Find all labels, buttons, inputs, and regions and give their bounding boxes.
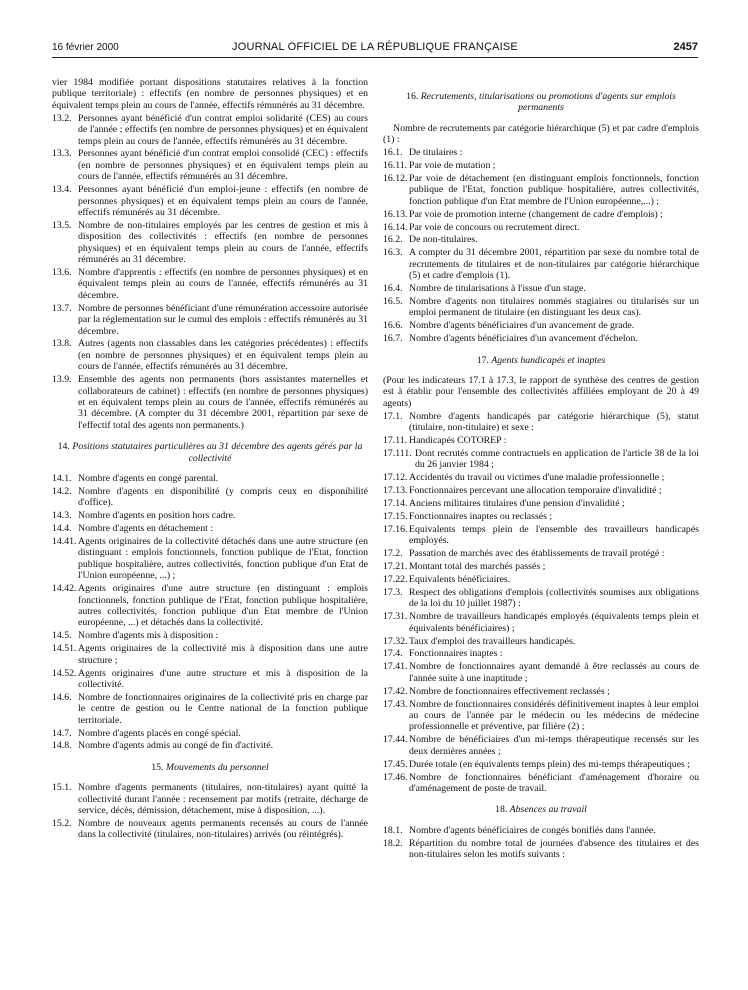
item-number: 13.6. [52,267,72,278]
list-items-15 [52,782,368,841]
item-text: Nombre de travailleurs handicapés employés (équivalents temps plein et équivalents bénéficiaires) ; [409,611,699,634]
item-number: 17.42. [383,685,408,697]
item-number: 13.4. [52,184,72,196]
item-text: Nombre de titularisations à l'issue d'un stage. [409,283,586,295]
item-number: 13.8. [52,338,72,350]
lead-paragraph: vier 1984 modifiée portant dispositions statutaires relatives à la fonction publique territoriale) : effectifs (en nombre de personnes physiques) et en équivalent temps plein au cours de l'année, effectifs rémunérés au 31 décembre. [52,77,368,111]
list-item [52,583,368,629]
list-item [52,338,368,372]
item-number: 13.2. [52,112,72,124]
item-number: 17.46. [383,771,408,783]
list-item [383,648,699,659]
item-number: 16.14. [383,221,408,233]
list-item [383,548,699,559]
list-item [383,838,699,861]
item-number: 17.21. [383,561,408,573]
list-item [383,222,699,233]
item-text: Nombre d'agents bénéficiaires d'un avancement de grade. [409,320,635,332]
item-number: 17.3. [383,586,403,598]
item-text: Nombre de fonctionnaires originaires de la collectivité pris en charge par le centre de gestion ou le Centre national de la fonction publique territoriale. [78,691,368,726]
item-text: Nombre d'apprentis : effectifs (en nombre de personnes physiques) et en équivalent temps plein au cours de l'année, effectifs rémunérés au 31 décembre. [78,267,368,301]
list-item [383,772,699,795]
left-column [52,77,368,842]
item-text: De non-titulaires. [409,234,478,246]
item-number: 14.5. [52,630,72,642]
list-item [383,411,699,434]
item-text: Agents originaires de la collectivité détachés dans une autre structure (en distinguant : emplois fonctionnels, fonction publique de l'Etat, fonction publique hospitalière, autres collectivités, fonction publique d'un Etat de l'Union européenne, ...) ; [78,536,368,582]
list-item [52,303,368,337]
item-text: Nombre de fonctionnaires effectivement reclassés ; [409,685,610,697]
list-item [52,692,368,726]
item-number: 15.1. [52,782,72,794]
list-item [52,818,368,841]
list-item [383,247,699,281]
item-text: Autres (agents non classables dans les catégories précédentes) : effectifs (en nombre de personnes physiques) et en équivalent temps plein au cours de l'année, effectifs rémunérés au 31 décembre. [78,338,368,373]
item-number: 16.4. [383,283,403,295]
item-number: 17.2. [383,548,403,560]
item-text: Anciens militaires titulaires d'une pension d'invalidité ; [409,498,625,510]
item-number: 17.11. [383,435,408,447]
list-item [383,611,699,634]
item-text: Nombre de fonctionnaires considérés définitivement inaptes à leur emploi au cours de l'année par le médecin ou les médecins de médecine professionnelle et préventive, par filière (2) ; [409,698,700,733]
item-number: 17.31. [383,611,408,623]
list-item [383,173,699,207]
item-number: 17.44. [383,734,408,746]
list-item [383,561,699,572]
item-number: 17.43. [383,698,408,710]
right-column [383,77,699,862]
intro-paragraph-16: Nombre de recrutements par catégorie hiérarchique (5) et par cadre d'emplois (1) : [383,122,699,146]
item-number: 17.41. [383,661,408,673]
item-number: 16.1. [383,147,403,159]
item-number: 15.2. [52,817,72,829]
item-text: Fonctionnaires percevant une allocation temporaire d'invalidité ; [409,485,662,497]
item-number: 13.9. [52,374,72,386]
list-item [383,160,699,171]
item-text: Dont recrutés comme contractuels en application de l'article 38 de la loi du 26 janvier 1984 ; [415,447,699,471]
item-text: Répartition du nombre total de journées d'absence des titulaires et des non-titulaires selon les motifs suivants : [409,837,699,861]
item-number: 14.1. [52,473,72,484]
item-text: Equivalents bénéficiaires. [409,574,511,586]
item-text: Nombre de fonctionnaires bénéficiant d'aménagement d'horaire ou d'aménagement de poste de travail. [409,771,699,794]
item-number: 16.13. [383,208,408,220]
list-item [383,234,699,245]
list-item [383,574,699,585]
item-text: Ensemble des agents non permanents (hors assistantes maternelles et collaborateurs de cabinet) : effectifs (en nombre de personnes physiques) et en équivalent temps plein au cours de l'année, effectifs rémunérés au 31 décembre. (A compter du 31 décembre 2001, répartition par sexe de l'effectif total des agents non permanents.) [78,374,368,431]
section-number: 17. [476,354,489,366]
item-text: Fonctionnaires inaptes ou reclassés ; [409,511,553,522]
item-text: Nombre de bénéficiaires d'un mi-temps thérapeutique recensés sur les deux dernières années ; [409,734,699,757]
intro-paragraph-17: (Pour les indicateurs 17.1 à 17.3, le rapport de synthèse des centres de gestion est à établir pour l'ensemble des collectivités affiliées employant de 20 à 49 agents) [383,375,699,409]
list-item [52,148,368,182]
list-item [52,523,368,534]
item-number: 16.11. [383,160,408,172]
item-text: Equivalents temps plein de l'ensemble des travailleurs handicapés employés. [409,523,699,547]
item-number: 14.7. [52,727,72,739]
page-header [52,40,698,56]
item-text: Nombre de nouveaux agents permanents recensés au cours de l'année dans la collectivité (titulaires, non-titulaires) arrivés (ou réintégrés). [78,817,368,841]
list-item [383,825,699,836]
item-text: Nombre d'agents mis à disposition : [78,630,219,642]
item-number: 17.45. [383,758,408,770]
item-text: Personnes ayant bénéficié d'un emploi-jeune : effectifs (en nombre de personnes physiques) et en équivalent temps plein au cours de l'année, effectifs rémunérés au 31 décembre. [78,184,368,218]
item-text: Nombre d'agents en disponibilité (y compris ceux en disponibilité d'office). [78,485,368,509]
list-item [383,320,699,331]
item-text: Nombre d'agents bénéficiaires de congés bonifiés dans l'année. [409,824,656,836]
list-item [383,448,699,471]
list-item [52,184,368,218]
item-number: 17.14. [383,498,408,510]
list-item [383,498,699,509]
section-title: Recrutements, titularisations ou promotions d'agents sur emplois permanents [420,91,676,114]
list-item [52,643,368,666]
list-item [383,511,699,522]
list-item [383,661,699,684]
item-number: 17.32. [383,635,408,647]
list-item [52,374,368,431]
section-number: 18. [495,804,508,816]
page-number: 2457 [673,41,698,53]
item-text: Par voie de détachement (en distinguant emplois fonctionnels, fonction publique de l'Etat, fonction publique hospitalière, autres collectivités, fonction publique d'un Etat membre de l'Union européenne,...) ; [409,172,699,207]
item-text: Nombre d'agents handicapés par catégorie hiérarchique (5), statut (titulaire, non-titulaire) et sexe : [409,410,699,434]
item-number: 16.2. [383,234,403,246]
item-number: 17.12. [383,472,408,484]
item-number: 13.3. [52,148,72,160]
list-item [52,668,368,691]
section-heading-14 [52,441,368,464]
item-number: 14.42. [52,583,77,595]
item-text: Nombre d'agents en position hors cadre. [78,510,236,522]
item-text: Nombre d'agents permanents (titulaires, non-titulaires) ayant quitté la collectivité durant l'année : recensement par motifs (retraite, décharge de service, décès, démission, détachement, mise à disposition, ...). [78,782,368,817]
list-item [52,113,368,147]
list-item [52,740,368,751]
item-number: 17.4. [383,648,403,660]
item-number: 14.52. [52,667,77,679]
item-text: Nombre de personnes bénéficiant d'une rémunération accessoire autorisée par la réglementation sur le cumul des emplois : effectifs rémunérés au 31 décembre. [78,302,368,337]
list-item [52,782,368,816]
item-text: Respect des obligations d'emplois (collectivités soumises aux obligations de la loi du 10 juillet 1987) : [409,586,699,610]
item-text: Par voie de concours ou recrutement direct. [409,221,580,233]
list-item [383,587,699,610]
section-heading-18 [383,804,699,815]
item-number: 14.41. [52,536,77,548]
list-item [383,472,699,483]
section-title: Absences au travail [509,804,587,816]
list-item [383,686,699,697]
item-text: Nombre d'agents en détachement : [78,523,214,535]
item-text: Nombre d'agents en congé parental. [78,473,219,484]
item-number: 14.8. [52,740,72,752]
list-item [383,524,699,547]
item-text: Nombre d'agents bénéficiaires d'un avancement d'échelon. [409,333,638,345]
list-item [383,209,699,220]
item-text: De titulaires : [409,147,463,159]
list-item [52,630,368,641]
item-text: Agents originaires de la collectivité mis à disposition dans une autre structure ; [78,643,368,666]
header-rule [52,57,698,58]
item-text: Agents originaires d'une autre structure (en distinguant : emplois fonctionnels, fonction publique de l'Etat, fonction publique hospitalière, autres collectivités, fonction publique d'un Etat membre de l'Union européenne, ...) et détachés dans la collectivité. [78,583,368,629]
list-item [383,333,699,344]
list-item [52,473,368,484]
item-number: 14.3. [52,510,72,522]
section-number: 16. [406,91,419,102]
item-text: Taux d'emploi des travailleurs handicapés. [409,635,576,647]
item-number: 13.5. [52,219,72,231]
section-title: Positions statutaires particulières au 31 décembre des agents gérés par la collectivité [72,441,363,464]
list-item [383,759,699,770]
section-title: Agents handicapés et inaptes [491,354,606,366]
item-number: 16.5. [383,296,403,307]
list-item [52,536,368,582]
item-text: Nombre d'agents non titulaires nommés stagiaires ou titularisés sur un emploi permanent de titulaire (en distinguant les deux cas). [409,296,699,319]
list-item [52,267,368,301]
item-text: Accidentés du travail ou victimes d'une maladie professionnelle ; [409,472,665,484]
item-number: 14.6. [52,691,72,703]
list-item [383,636,699,647]
list-items-13 [52,113,368,431]
item-text: Durée totale (en équivalents temps plein) des mi-temps thérapeutiques ; [409,758,691,770]
item-number: 18.2. [383,837,403,849]
list-item [383,296,699,319]
list-items-14 [52,473,368,752]
item-number: 14.4. [52,523,72,535]
section-number: 14. [57,441,70,453]
item-number: 17.13. [383,485,408,497]
item-text: Montant total des marchés passés ; [409,561,546,573]
item-text: Passation de marchés avec des établissements de travail protégé : [409,548,665,560]
list-item [383,283,699,294]
item-number: 16.6. [383,320,403,332]
item-number: 17.111. [383,447,412,459]
item-number: 18.1. [383,824,403,836]
item-number: 14.2. [52,485,72,497]
list-items-16 [383,147,699,345]
item-text: Nombre d'agents placés en congé spécial. [78,727,241,739]
issue-date: 16 février 2000 [52,42,119,53]
item-text: Nombre d'agents admis au congé de fin d'activité. [78,740,274,752]
section-number: 15. [151,761,164,773]
list-item [383,485,699,496]
list-items-17 [383,411,699,795]
item-text: Nombre de fonctionnaires ayant demandé à être reclassés au cours de l'année suite à une inaptitude ; [409,661,699,684]
list-item [52,510,368,521]
list-item [52,486,368,509]
list-item [383,699,699,733]
item-text: Nombre de non-titulaires employés par les centres de gestion et mis à disposition des collectivités : effectifs (en nombre de personnes physiques) et en équivalent temps plein au cours de l'année, effectifs rémunérés au 31 décembre. [78,219,368,266]
item-number: 17.16. [383,523,408,535]
section-heading-16 [383,91,699,114]
item-number: 14.51. [52,643,77,655]
item-number: 16.12. [383,172,408,184]
list-item [383,734,699,757]
item-text: Par voie de mutation ; [409,160,496,172]
item-number: 17.15. [383,511,408,522]
item-text: Fonctionnaires inaptes : [409,648,503,660]
item-text: Par voie de promotion interne (changement de cadre d'emplois) ; [409,208,663,220]
list-item [52,220,368,266]
item-text: Agents originaires d'une autre structure et mis à disposition de la collectivité. [78,667,368,690]
section-title: Mouvements du personnel [165,761,269,773]
item-number: 17.1. [383,410,403,422]
item-text: Handicapés COTOREP : [409,435,507,447]
section-heading-15 [52,762,368,773]
journal-title: JOURNAL OFFICIEL DE LA RÉPUBLIQUE FRANÇAISE [232,41,518,53]
item-text: A compter du 31 décembre 2001, répartition par sexe du nombre total de recrutements de titulaires et de non-titulaires par catégorie hiérarchique (5) et cadre d'emplois (1). [409,247,699,282]
list-items-18 [383,825,699,861]
item-number: 16.3. [383,247,403,259]
item-number: 13.7. [52,302,72,314]
item-number: 17.22. [383,574,408,586]
list-item [52,728,368,739]
item-number: 16.7. [383,333,403,345]
list-item [383,435,699,446]
section-heading-17 [383,355,699,366]
list-item [383,147,699,158]
item-text: Personnes ayant bénéficié d'un contrat emploi consolidé (CEC) : effectifs (en nombre de personnes physiques) et en équivalent temps plein au cours de l'année, effectifs rémunérés au 31 décembre. [78,148,368,183]
item-text: Personnes ayant bénéficié d'un contrat emploi solidarité (CES) au cours de l'année ; effectifs (en nombre de personnes physiques) et en équivalent temps plein au cours de l'année, effectifs rémunérés au 31 décembre. [78,112,368,147]
